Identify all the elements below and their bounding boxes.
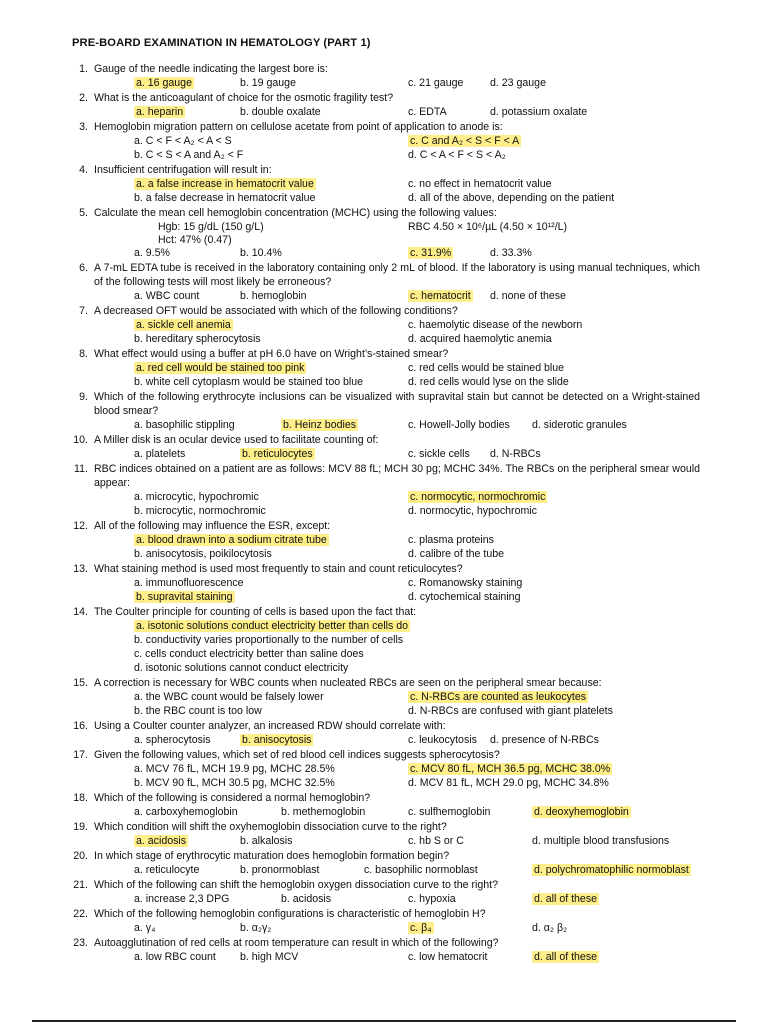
answer-option [240, 106, 321, 120]
answer-option [134, 634, 403, 648]
question-number: 8. [79, 348, 88, 360]
answer-option [532, 835, 669, 849]
answer-option [408, 777, 609, 791]
answer-option-text: a. spherocytosis [134, 734, 211, 746]
question-text: Which of the following erythrocyte inclusions can be visualized with supravital stain but cannot be detected on a Wright-stained blood smear? [94, 391, 700, 417]
answer-option-text: c. plasma proteins [408, 534, 494, 546]
answer-option [408, 419, 510, 433]
answer-option-text: d. multiple blood transfusions [532, 835, 670, 847]
answer-option-highlighted [408, 491, 547, 505]
answer-option-text: c. hb S or C [408, 835, 464, 847]
answer-option-text: a. red cell would be stained too pink [136, 362, 305, 374]
footer-rule [32, 1020, 736, 1022]
answer-option [408, 149, 506, 163]
question-number: 6. [79, 262, 88, 274]
answer-option-text: b. alkalosis [240, 835, 293, 847]
answer-option-text: d. 33.3% [490, 247, 532, 259]
answer-option-text: b. supravital staining [136, 591, 233, 603]
question-number: 2. [79, 92, 88, 104]
answer-option [408, 534, 494, 548]
answer-option [408, 951, 487, 965]
answer-option-text: b. methemoglobin [281, 806, 366, 818]
answer-option-text: a. 16 gauge [136, 77, 192, 89]
answer-option-text: a. a false increase in hematocrit value [136, 178, 314, 190]
question-text: What is the anticoagulant of choice for the osmotic fragility test? [94, 92, 394, 104]
answer-option [134, 290, 199, 304]
answer-option-text: d. deoxyhemoglobin [534, 806, 629, 818]
answer-option-highlighted [408, 922, 434, 936]
answer-option-text: b. pronormoblast [240, 864, 320, 876]
answer-option-highlighted [408, 290, 473, 304]
answer-option-text: c. N-RBCs are counted as leukocytes [410, 691, 587, 703]
answer-option-text: c. basophilic normoblast [364, 864, 478, 876]
answer-option-text: d. normocytic, hypochromic [408, 505, 537, 517]
answer-option [490, 734, 599, 748]
answer-option-text: a. reticulocyte [134, 864, 200, 876]
question-text: Given the following values, which set of red blood cell indices suggests spherocytosis? [94, 749, 500, 761]
answer-option [134, 376, 363, 390]
answer-option-text: a. acidosis [136, 835, 187, 847]
answer-option-highlighted [281, 419, 358, 433]
page-title: PRE-BOARD EXAMINATION IN HEMATOLOGY (PART 1) [72, 37, 371, 49]
answer-option-highlighted [134, 319, 233, 333]
answer-option-text: c. normocytic, normochromic [410, 491, 546, 503]
answer-option-text: a. immunofluorescence [134, 577, 244, 589]
answer-option-highlighted [134, 178, 316, 192]
question-number: 11. [74, 463, 88, 475]
answer-option-text: a. carboxyhemoglobin [134, 806, 238, 818]
question-number: 14. [73, 606, 88, 618]
question-number: 1. [79, 63, 88, 75]
answer-option-text: d. calibre of the tube [408, 548, 504, 560]
answer-option-text: b. 19 gauge [240, 77, 296, 89]
answer-option-text: c. haemolytic disease of the newborn [408, 319, 583, 331]
answer-option-highlighted [134, 106, 185, 120]
question-text: Which of the following can shift the hemoglobin oxygen dissociation curve to the right? [94, 879, 498, 891]
answer-option-text: c. MCV 80 fL, MCH 36.5 pg, MCHC 38.0% [410, 763, 611, 775]
answer-option-text: b. acidosis [281, 893, 332, 905]
answer-option-text: c. 31.9% [410, 247, 452, 259]
answer-option-highlighted [134, 362, 306, 376]
answer-option [490, 77, 546, 91]
answer-option-highlighted [408, 135, 521, 149]
question-number: 18. [73, 792, 88, 804]
answer-option-text: d. α₂ β₂ [532, 922, 568, 934]
answer-option [134, 149, 243, 163]
answer-option-text: a. sickle cell anemia [136, 319, 231, 331]
answer-option [134, 577, 244, 591]
answer-option-text: a. blood drawn into a sodium citrate tube [136, 534, 327, 546]
answer-option [408, 77, 463, 91]
answer-option-text: c. Howell-Jolly bodies [408, 419, 510, 431]
answer-option-text: d. N-RBCs [490, 448, 541, 460]
answer-option-text: c. hypoxia [408, 893, 456, 905]
question-text: Using a Coulter counter analyzer, an increased RDW should correlate with: [94, 720, 446, 732]
answer-option-text: a. heparin [136, 106, 184, 118]
answer-option-text: a. γ₄ [134, 922, 156, 934]
answer-option-text: b. white cell cytoplasm would be stained too blue [134, 376, 364, 388]
answer-option-highlighted [240, 734, 313, 748]
question-text: A 7-mL EDTA tube is received in the laboratory containing only 2 mL of blood. If the laboratory is using manual techniques, which of the following tests will most likely be erroneous? [94, 262, 700, 288]
question-text: What effect would using a buffer at pH 6.0 have on Wright’s-stained smear? [94, 348, 449, 360]
answer-option [240, 835, 292, 849]
answer-option-text: b. MCV 90 fL, MCH 30.5 pg, MCHC 32.5% [134, 777, 335, 789]
answer-option [408, 548, 504, 562]
answer-option [408, 192, 614, 206]
answer-option-text: a. C < F < A₂ < A < S [134, 135, 232, 147]
answer-option [364, 864, 478, 878]
answer-option-text: c. sickle cells [408, 448, 470, 460]
answer-option-text: d. C < A < F < S < A₂ [408, 149, 506, 161]
question-number: 22. [73, 908, 88, 920]
answer-option-highlighted [532, 951, 599, 965]
answer-option-text: b. hemoglobin [240, 290, 307, 302]
question-number: 21. [73, 879, 88, 891]
answer-option-text: a. basophilic stippling [134, 419, 235, 431]
answer-option [158, 234, 232, 248]
answer-option-text: b. C < S < A and A₂ < F [134, 149, 244, 161]
answer-option-text: a. platelets [134, 448, 186, 460]
answer-option [408, 106, 447, 120]
answer-option [408, 376, 569, 390]
answer-option-text: d. siderotic granules [532, 419, 627, 431]
question-text: A Miller disk is an ocular device used to facilitate counting of: [94, 434, 379, 446]
answer-option [134, 893, 229, 907]
question-number: 4. [79, 164, 88, 176]
answer-option [408, 893, 456, 907]
answer-option-text: d. isotonic solutions cannot conduct electricity [134, 662, 349, 674]
answer-option [240, 951, 298, 965]
answer-option [240, 922, 271, 936]
question-text: What staining method is used most frequently to stain and count reticulocytes? [94, 563, 463, 575]
question-number: 17. [73, 749, 88, 761]
answer-option-highlighted [134, 620, 410, 634]
answer-option [281, 893, 331, 907]
answer-option-text: b. Heinz bodies [283, 419, 357, 431]
answer-option-text: c. cells conduct electricity better than saline does [134, 648, 364, 660]
question-number: 23. [73, 937, 88, 949]
question-text: Gauge of the needle indicating the largest bore is: [94, 63, 328, 75]
answer-option-text: d. N-RBCs are confused with giant platelets [408, 705, 613, 717]
answer-option-highlighted [134, 835, 188, 849]
answer-option [490, 448, 541, 462]
answer-option [134, 135, 232, 149]
answer-option-text: d. all of these [534, 951, 598, 963]
answer-option-text: d. potassium oxalate [490, 106, 588, 118]
answer-option-text: d. none of these [490, 290, 566, 302]
answer-option [240, 247, 282, 261]
answer-option [134, 806, 238, 820]
answer-option [134, 548, 272, 562]
answer-option [408, 178, 552, 192]
answer-option-text: d. acquired haemolytic anemia [408, 333, 552, 345]
answer-option-text: b. a false decrease in hematocrit value [134, 192, 316, 204]
answer-option-text: d. cytochemical staining [408, 591, 521, 603]
question-text: RBC indices obtained on a patient are as follows: MCV 88 fL; MCH 30 pg; MCHC 34%. The RBCs on the peripheral smear would appear: [94, 463, 700, 489]
question-text: Calculate the mean cell hemoglobin concentration (MCHC) using the following values: [94, 207, 497, 219]
answer-option [408, 577, 522, 591]
question-text: Which of the following hemoglobin configurations is characteristic of hemoglobin H? [94, 908, 486, 920]
answer-option-text: b. anisocytosis, poikilocytosis [134, 548, 272, 560]
answer-option [240, 77, 296, 91]
question-text: A decreased OFT would be associated with which of the following conditions? [94, 305, 458, 317]
answer-option [134, 333, 261, 347]
answer-option [240, 864, 320, 878]
answer-option-text: c. leukocytosis [408, 734, 477, 746]
answer-option-text: c. β₄ [410, 922, 432, 934]
answer-option-text: RBC 4.50 × 10⁶/µL (4.50 × 10¹²/L) [408, 221, 568, 233]
answer-option-text: b. 10.4% [240, 247, 282, 259]
question-number: 13. [73, 563, 88, 575]
answer-option-text: a. low RBC count [134, 951, 216, 963]
answer-option-text: Hct: 47% (0.47) [158, 234, 232, 246]
question-text: Hemoglobin migration pattern on cellulose acetate from point of application to anode is: [94, 121, 503, 133]
answer-option-text: d. 23 gauge [490, 77, 546, 89]
answer-option [134, 192, 315, 206]
answer-option [408, 806, 490, 820]
answer-option-text: a. increase 2,3 DPG [134, 893, 230, 905]
question-number: 19. [73, 821, 88, 833]
answer-option-text: a. WBC count [134, 290, 200, 302]
answer-option-text: b. double oxalate [240, 106, 321, 118]
answer-option [134, 777, 335, 791]
answer-option-text: Hgb: 15 g/dL (150 g/L) [158, 221, 264, 233]
answer-option-text: b. reticulocytes [242, 448, 313, 460]
answer-option-text: b. anisocytosis [242, 734, 312, 746]
answer-option [490, 247, 532, 261]
answer-option [532, 419, 627, 433]
answer-option [408, 221, 567, 235]
answer-option [134, 734, 211, 748]
answer-option-text: c. sulfhemoglobin [408, 806, 491, 818]
answer-option-text: c. red cells would be stained blue [408, 362, 565, 374]
question-text: A correction is necessary for WBC counts when nucleated RBCs are seen on the peripheral smear because: [94, 677, 602, 689]
answer-option-text: c. low hematocrit [408, 951, 488, 963]
answer-option-text: c. EDTA [408, 106, 447, 118]
answer-option-text: d. polychromatophilic normoblast [534, 864, 689, 876]
answer-option [240, 290, 307, 304]
answer-option [134, 648, 364, 662]
answer-option [134, 247, 170, 261]
answer-option-text: d. red cells would lyse on the slide [408, 376, 569, 388]
answer-option [134, 705, 262, 719]
answer-option-highlighted [408, 763, 612, 777]
answer-option [134, 763, 335, 777]
answer-option-highlighted [134, 534, 329, 548]
answer-option-text: b. the RBC count is too low [134, 705, 262, 717]
answer-option [134, 864, 199, 878]
question-number: 5. [79, 207, 88, 219]
answer-option-text: d. MCV 81 fL, MCH 29.0 pg, MCHC 34.8% [408, 777, 609, 789]
answer-option-text: b. microcytic, normochromic [134, 505, 266, 517]
answer-option-text: d. all of these [534, 893, 598, 905]
answer-option [490, 290, 566, 304]
answer-option [408, 835, 464, 849]
question-number: 3. [79, 121, 88, 133]
answer-option-text: b. high MCV [240, 951, 299, 963]
answer-option [490, 106, 587, 120]
answer-option-text: a. the WBC count would be falsely lower [134, 691, 324, 703]
answer-option [134, 505, 266, 519]
answer-option-text: a. isotonic solutions conduct electricity better than cells do [136, 620, 409, 632]
answer-option-highlighted [134, 77, 194, 91]
answer-option [408, 362, 564, 376]
question-number: 10. [73, 434, 88, 446]
answer-option [134, 662, 348, 676]
answer-option-highlighted [134, 591, 235, 605]
question-text: Insufficient centrifugation will result in: [94, 164, 272, 176]
answer-option-text: c. no effect in hematocrit value [408, 178, 552, 190]
answer-option [134, 448, 185, 462]
answer-option [134, 419, 235, 433]
answer-option-text: c. Romanowsky staining [408, 577, 523, 589]
question-number: 12. [73, 520, 88, 532]
answer-option-text: b. α₂γ₂ [240, 922, 272, 934]
answer-option-text: a. 9.5% [134, 247, 170, 259]
question-text: Which of the following is considered a normal hemoglobin? [94, 792, 371, 804]
question-number: 16. [73, 720, 88, 732]
answer-option-text: c. 21 gauge [408, 77, 464, 89]
answer-option-text: b. hereditary spherocytosis [134, 333, 261, 345]
answer-option [408, 333, 552, 347]
answer-option [408, 734, 477, 748]
question-number: 20. [73, 850, 88, 862]
answer-option-text: b. conductivity varies proportionally to the number of cells [134, 634, 404, 646]
answer-option [134, 491, 259, 505]
answer-option-text: c. C and A₂ < S < F < A [410, 135, 520, 147]
answer-option-text: c. hematocrit [410, 290, 471, 302]
question-number: 15. [73, 677, 88, 689]
answer-option [532, 922, 567, 936]
question-text: Autoagglutination of red cells at room temperature can result in which of the following? [94, 937, 499, 949]
answer-option-highlighted [532, 806, 631, 820]
question-text: All of the following may influence the ESR, except: [94, 520, 331, 532]
answer-option [158, 221, 264, 235]
answer-option [134, 951, 216, 965]
answer-option [408, 705, 613, 719]
answer-option [408, 448, 470, 462]
question-text: The Coulter principle for counting of cells is based upon the fact that: [94, 606, 417, 618]
answer-option-highlighted [532, 893, 599, 907]
answer-option-highlighted [408, 247, 453, 261]
answer-option-text: a. microcytic, hypochromic [134, 491, 259, 503]
answer-option [134, 922, 155, 936]
question-text: In which stage of erythrocytic maturation does hemoglobin formation begin? [94, 850, 450, 862]
question-number: 7. [79, 305, 88, 317]
answer-option-text: a. MCV 76 fL, MCH 19.9 pg, MCHC 28.5% [134, 763, 335, 775]
answer-option [408, 319, 582, 333]
question-number: 9. [79, 391, 88, 403]
answer-option-highlighted [408, 691, 588, 705]
question-text: Which condition will shift the oxyhemoglobin dissociation curve to the right? [94, 821, 447, 833]
answer-option-text: d. presence of N-RBCs [490, 734, 599, 746]
answer-option [281, 806, 365, 820]
answer-option-highlighted [532, 864, 691, 878]
answer-option [408, 591, 520, 605]
answer-option [408, 505, 537, 519]
answer-option-highlighted [240, 448, 315, 462]
answer-option-text: d. all of the above, depending on the patient [408, 192, 615, 204]
answer-option [134, 691, 324, 705]
